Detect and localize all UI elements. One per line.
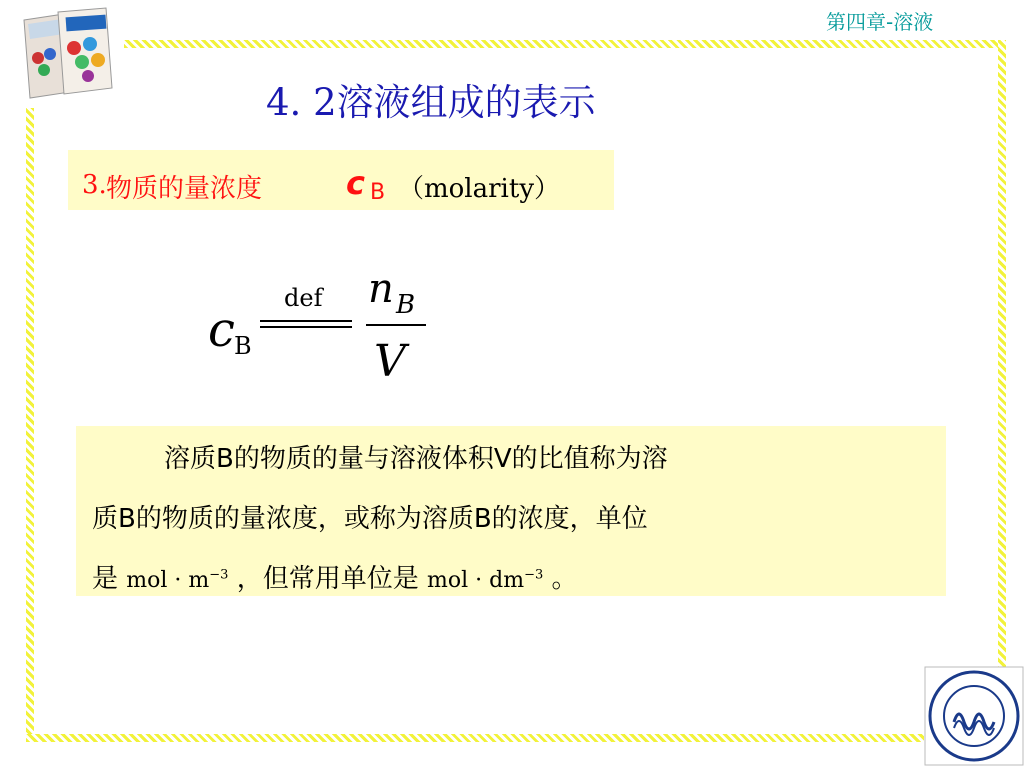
- equals-line-top: [260, 320, 352, 322]
- description-line-2: 质B的物质的量浓度，或称为溶质B的浓度，单位: [92, 504, 648, 534]
- university-seal-icon: [924, 666, 1024, 766]
- unit-si-exponent: −3: [209, 567, 229, 583]
- section-heading-box: [68, 150, 614, 210]
- frame-bottom-border: [26, 734, 924, 742]
- description-line-3-middle: ，但常用单位是: [236, 564, 419, 594]
- unit-si-base: mol · m: [126, 568, 210, 593]
- description-line-1: 溶质B的物质的量与溶液体积V的比值称为溶: [164, 444, 668, 474]
- chapter-label: 第四章-溶液: [826, 10, 934, 34]
- formula-lhs: c: [208, 302, 235, 358]
- description-line-3: [92, 558, 578, 595]
- description-box: [76, 426, 946, 596]
- formula-numerator: n: [368, 266, 394, 312]
- section-symbol-subscript: B: [370, 180, 386, 205]
- equals-line-bottom: [260, 326, 352, 328]
- description-line-3-end: 。: [551, 564, 578, 594]
- section-name-en: （molarity）: [398, 174, 561, 204]
- textbook-cover-icon: [14, 6, 114, 104]
- formula-numerator-subscript: B: [396, 290, 416, 320]
- description-line-3-start: 是: [92, 564, 119, 594]
- section-number: 3.: [82, 170, 107, 200]
- fraction-bar: [366, 324, 426, 326]
- page-title: 4. 2溶液组成的表示: [266, 81, 596, 124]
- frame-right-border: [998, 40, 1006, 670]
- formula-denominator: V: [374, 336, 406, 387]
- formula-lhs-subscript: B: [234, 332, 252, 360]
- frame-left-border: [26, 108, 34, 740]
- unit-common: [427, 568, 543, 593]
- definition-formula: [200, 266, 440, 396]
- unit-si: [126, 568, 228, 593]
- unit-common-exponent: −3: [524, 567, 544, 583]
- section-symbol: c: [346, 164, 365, 202]
- section-name-cn: 物质的量浓度: [106, 174, 263, 204]
- formula-def-label: def: [284, 284, 323, 312]
- unit-common-base: mol · dm: [426, 568, 525, 593]
- frame-top-border: [124, 40, 1000, 48]
